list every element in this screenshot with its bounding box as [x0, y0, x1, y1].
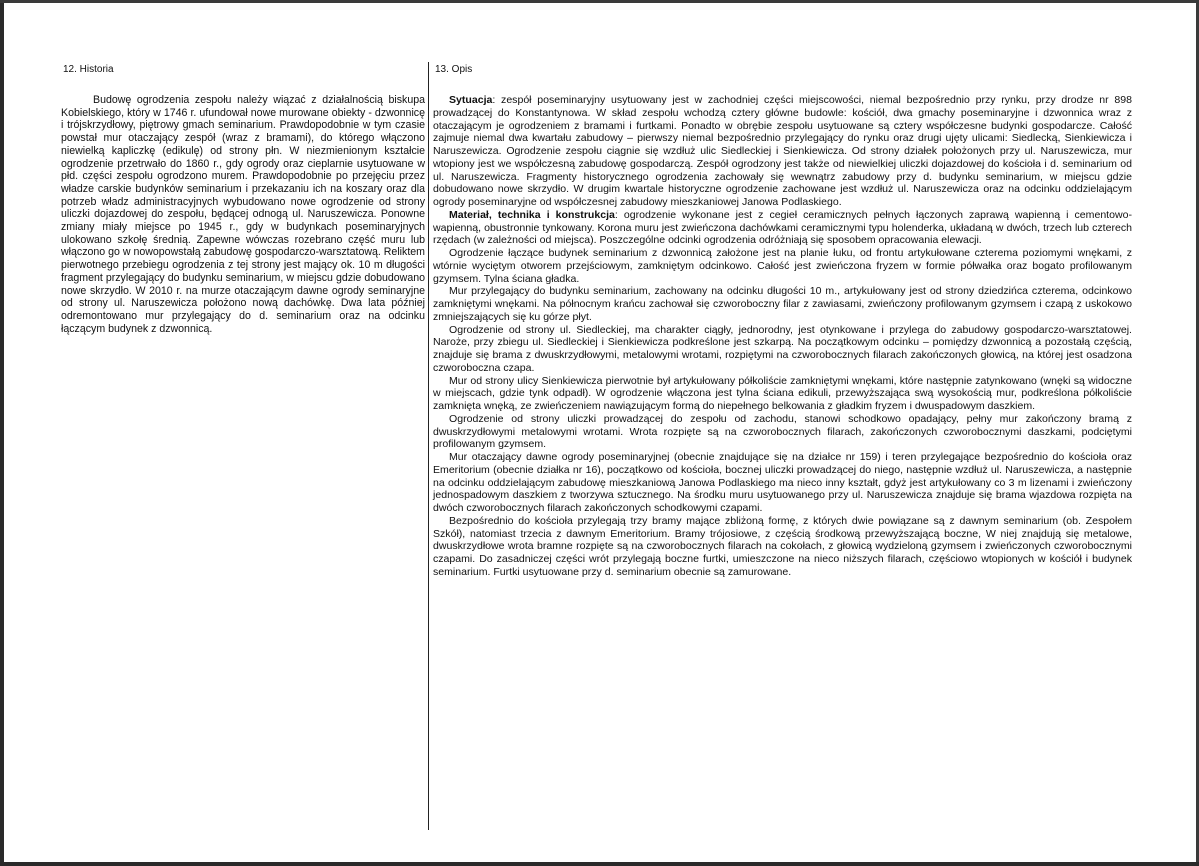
paragraph-body: : zespół poseminaryjny usytuowany jest w zachodniej części miejscowości, niemal bezpośrednio przy rynku, przy drodze nr 898 prowadzącej do Konstantynowa. W skład zespołu wchodzą cztery główne budowle: kościół, dwa gmachy poseminaryjne i dzwonnica wraz z otaczającym je ogrodzeniem z bramami i furtkami. Ponadto w obrębie zespołu usytuowane są cztery współczesne budynki gospodarcze. Całość zajmuje niemal dwa kwartału zabudowy – pierwszy niemal bezpośrednio przylegający do rynku oraz drugi ujęty ulicami: Siedlecką, Sienkiewicza i Naruszewicza. Ogrodzenie zespołu ciągnie się wzdłuż ulic Siedleckiej i Sienkiewicza. Od strony działek położonych przy ul. Naruszewicza, mur wtopiony jest we współczesną zabudowę gospodarczą. Zespół ogrodzony jest także od niewielkiej uliczki dojazdowej do kościoła i d. seminarium od ul. Naruszewicza. Fragmenty historycznego ogrodzenia zachowały się wewnątrz zabudowy przy d. budynku seminarium, w miejscu gdzie dobudowano nowe skrzydło. W drugim kwartale historyczne ogrodzenie zachowane jest wzdłuż ul. Naruszewicza oraz na odcinku oddzielającym ogrody poseminaryjne od współczesnej zabudowy mieszkaniowej Janowa Podlaskiego.: [433, 94, 1132, 208]
scan-border-bottom: [0, 862, 1199, 866]
paragraph-arc-wall: Ogrodzenie łączące budynek seminarium z dzwonnicą założone jest na planie łuku, od frontu artykułowane czterema poziomymi wnękami, z wtórnie wyciętym otworem przejściowym, zamkniętym odcinkowo. Całość jest zwieńczona fryzem w formie półwałka oraz bogato profilowanym gzymsem. Tylna ściana gładka.: [433, 247, 1132, 285]
paragraph-material: [433, 209, 1132, 247]
column-divider: [428, 62, 429, 830]
description-header: 13. Opis: [435, 64, 473, 75]
paragraph-lead: Sytuacja: [449, 94, 493, 106]
scan-border-left: [0, 0, 4, 866]
scan-border-top: [0, 0, 1199, 3]
paragraph-gardens-wall: Mur otaczający dawne ogrody poseminaryjnej (obecnie znajdujące się na działce nr 159) i teren przylegające bezpośrednio do kościoła oraz Emeritorium (obecnie działka nr 16), początkowo od kościoła, bocznej uliczki prowadzącej do niego, następnie wzdłuż ul. Naruszewicza, a następnie na odcinku oddzielającym zabudowę mieszkaniową Janowa Podlaskiego ma nieco inny kształt, gdyż jest artykułowany co 3 m lizenami i zwieńczony jednospadowym daszkiem z tworzywa sztucznego. Na środku muru usytuowanego przy ul. Naruszewicza znajduje się brama wjazdowa rozpięta na dwóch czworobocznych filarach zakończonych schodkowymi czapami.: [433, 451, 1132, 514]
history-column: [61, 64, 425, 335]
paragraph-west-lane-wall: Ogrodzenie od strony uliczki prowadzącej do zespołu od zachodu, stanowi schodkowo opadający, pełny mur zakończony bramą z dwuskrzydłowymi metalowymi wrotami. Wrota rozpięte są na czworobocznych filarach, zakończonych czworobocznymi daszkami, podciętymi profilowanym gzymsem.: [433, 412, 1132, 451]
description-column: [433, 64, 1132, 579]
paragraph-lead: Materiał, technika i konstrukcja: [449, 208, 615, 221]
paragraph-situation: [433, 94, 1132, 209]
paragraph-siedlecka-wall: Ogrodzenie od strony ul. Siedleckiej, ma charakter ciągły, jednorodny, jest otynkowane i przylega do zabudowy gospodarczo-warsztatowej. Naroże, przy zbiegu ul. Siedleckiej i Sienkiewicza podkreślone jest szkarpą. Na początkowym odcinku – pomiędzy dzwonnicą a pozostałą częścią, znajduje się brama z dwuskrzydłowymi, metalowymi wrotami, rozpiętymi na czworobocznych filarach zakończonych głowicą, na której jest osadzona czworoboczna czapa.: [433, 323, 1132, 374]
paragraph-church-gates: Bezpośrednio do kościoła przylegają trzy bramy mające zbliżoną formę, z których dwie powiązane są z dawnym seminarium (ob. Zespołem Szkół), natomiast trzecia z dawnym Emeritorium. Bramy trójosiowe, z częścią środkową przewyższającą boczne, W niej znajdują się metalowe, dwuskrzydłowe wrota bramne rozpięte są na czworobocznych filarach na cokołach, z głowicą wydzieloną gzymsem i zwieńczonych czworobocznymi czapami. Do zasadniczej części wrót przylegają boczne furtki, umieszczone na nieco niższych filarach, częściowo wtopionych w kościół i budynek seminarium. Furtki usytuowane przy d. seminarium obecnie są zamurowane.: [433, 514, 1132, 578]
paragraph-body: : ogrodzenie wykonane jest z cegieł ceramicznych pełnych łączonych zaprawą wapienną i cementowo-wapienną, obustronnie tynkowany. Korona muru jest zwieńczona dachówkami ceramicznymi typu holenderka, układaną w dwóch, trzech lub czterech rzędach (w zależności od miejsca). Poszczególne odcinki ogrodzenia odróżniają się sposobem opracowania elewacji.: [433, 208, 1132, 247]
paragraph-sienkiewicza-wall: Mur od strony ulicy Sienkiewicza pierwotnie był artykułowany półkoliście zamkniętymi wnękami, które następnie zatynkowano (wnęki są widoczne w miejscach, gdzie tynk odpadł). W ogrodzenie włączona jest tylna ściana edikuli, przewyższająca swą wysokością mur, podkreślona półkoliście zamknięta wnęką, ze zwieńczeniem nawiązującym formą do niepełnego belkowania z gładkim fryzem i dwuspadowym daszkiem.: [433, 374, 1132, 412]
history-header: 12. Historia: [63, 64, 114, 75]
paragraph-seminary-wall: Mur przylegający do budynku seminarium, zachowany na odcinku długości 10 m., artykułowany jest od strony dziedzińca czterema, odcinkowo zamkniętymi wnękami. Na północnym krańcu zachował się czworoboczny filar z zawiasami, zwieńczony profilowanym gzymsem i czapą z uskokowo zmniejszających się ku górze płyt.: [433, 285, 1132, 323]
history-text: Budowę ogrodzenia zespołu należy wiązać z działalnością biskupa Kobielskiego, który w 1746 r. ufundował nowe murowane obiekty - dzwonnicę i trójskrzydłowy, piętrowy gmach seminarium. Prawdopodobnie w tym czasie powstał mur otaczający zespół (wraz z bramami), do którego włączono niewielką kapliczkę (edikulę) od strony płn. W niezmienionym kształcie ogrodzenie przetrwało do 1860 r., gdy ogrody oraz cieplarnie usytuowane w płd. części zespołu ogrodzono murem. Prawdopodobnie po przejęciu przez władze carskie budynków seminarium i przekazaniu ich na koszary oraz dla potrzeb władz administracyjnych wybudowano nowe ogrodzenie od strony uliczki dojazdowej do zespołu, będącej odnogą ul. Naruszewicza. Ponowne zmiany miały miejsce po 1945 r., gdy w budynkach poseminaryjnych ulokowano szkołę średnią. Zapewne wówczas rozebrano część muru lub włączono go w nowopowstałą zabudowę gospodarczo-warsztatową. Reliktem pierwotnego przebiegu ogrodzenia z tej strony jest mający ok. 10 m długości fragment przylegający do budynku seminarium, w miejscu gdzie dobudowano nowe skrzydło. W 2010 r. na murze otaczającym dawne ogrody seminaryjne od strony ul. Naruszewicza położono nową dachówkę. Dwa lata później odremontowano mur przylegający do d. seminarium oraz na odcinku łączącym budynek z dzwonnicą.: [61, 94, 425, 335]
